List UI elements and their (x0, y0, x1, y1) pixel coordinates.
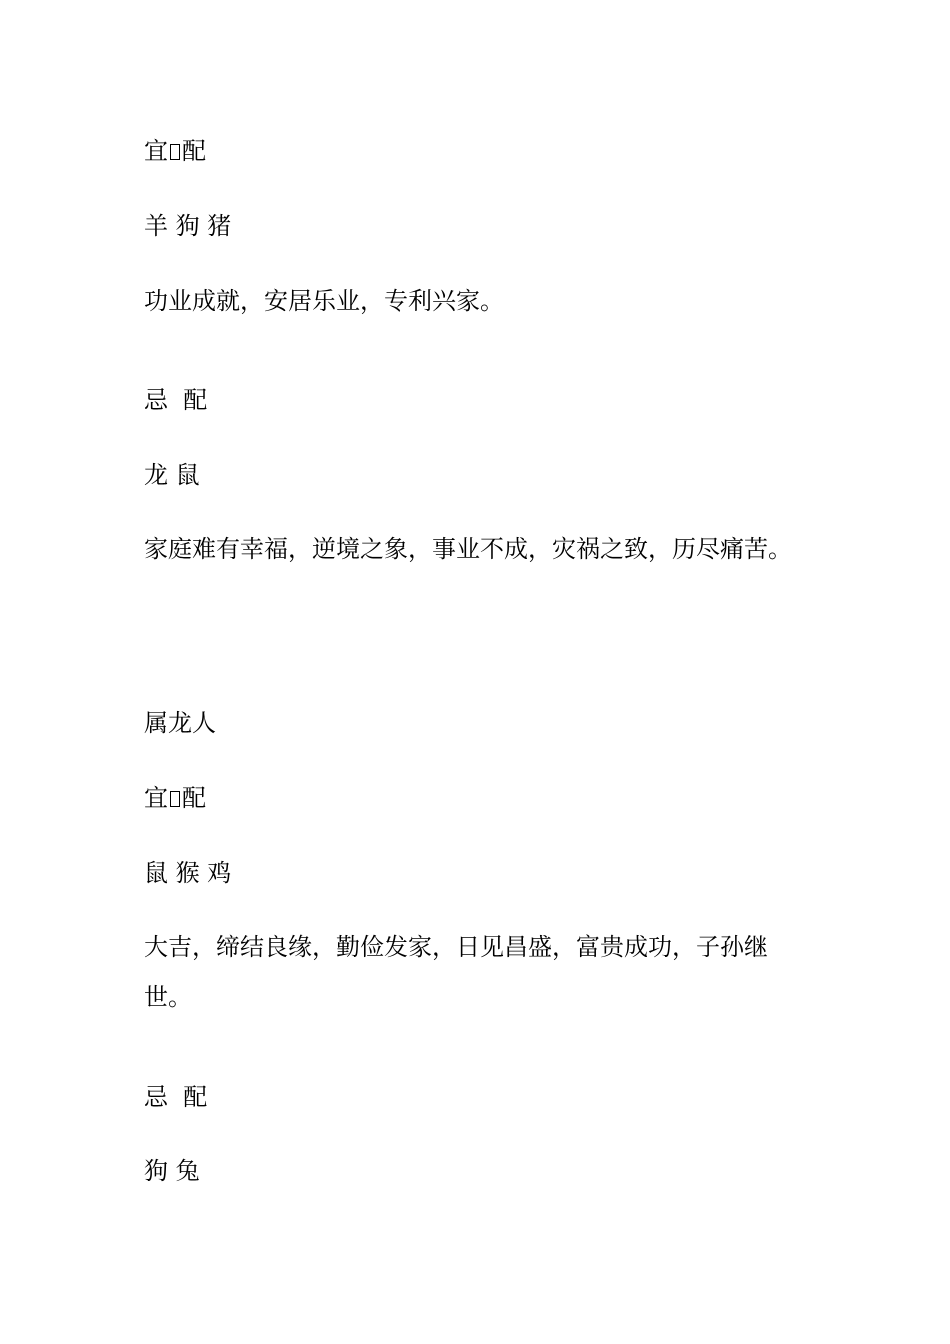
good-match-text: 大吉，缔结良缘，勤俭发家，日见昌盛，富贵成功，子孙继世。 (144, 933, 768, 1011)
bad-match-label: 忌 配 (144, 386, 208, 414)
good-match-animals: 羊 狗 猪 (144, 212, 232, 240)
good-match-text: 功业成就，安居乐业，专利兴家。 (144, 287, 504, 315)
good-match-label-tail: 配 (182, 784, 206, 812)
good-match-label (144, 126, 794, 176)
bad-match-animals: 狗 兔 (144, 1157, 200, 1185)
missing-glyph-box (170, 791, 180, 807)
bad-match-label: 忌 配 (144, 1083, 208, 1111)
good-match-label-head: 宜 (144, 137, 168, 165)
good-match-animals: 鼠 猴 鸡 (144, 859, 232, 887)
good-match-label-tail: 配 (182, 137, 206, 165)
bad-match-text: 家庭难有幸福，逆境之象，事业不成，灾祸之致，历尽痛苦。 (144, 535, 792, 563)
good-match-label (144, 773, 794, 823)
section-heading: 属龙人 (144, 709, 216, 737)
missing-glyph-box (170, 144, 180, 160)
good-match-label-head: 宜 (144, 784, 168, 812)
bad-match-animals: 龙 鼠 (144, 461, 200, 489)
